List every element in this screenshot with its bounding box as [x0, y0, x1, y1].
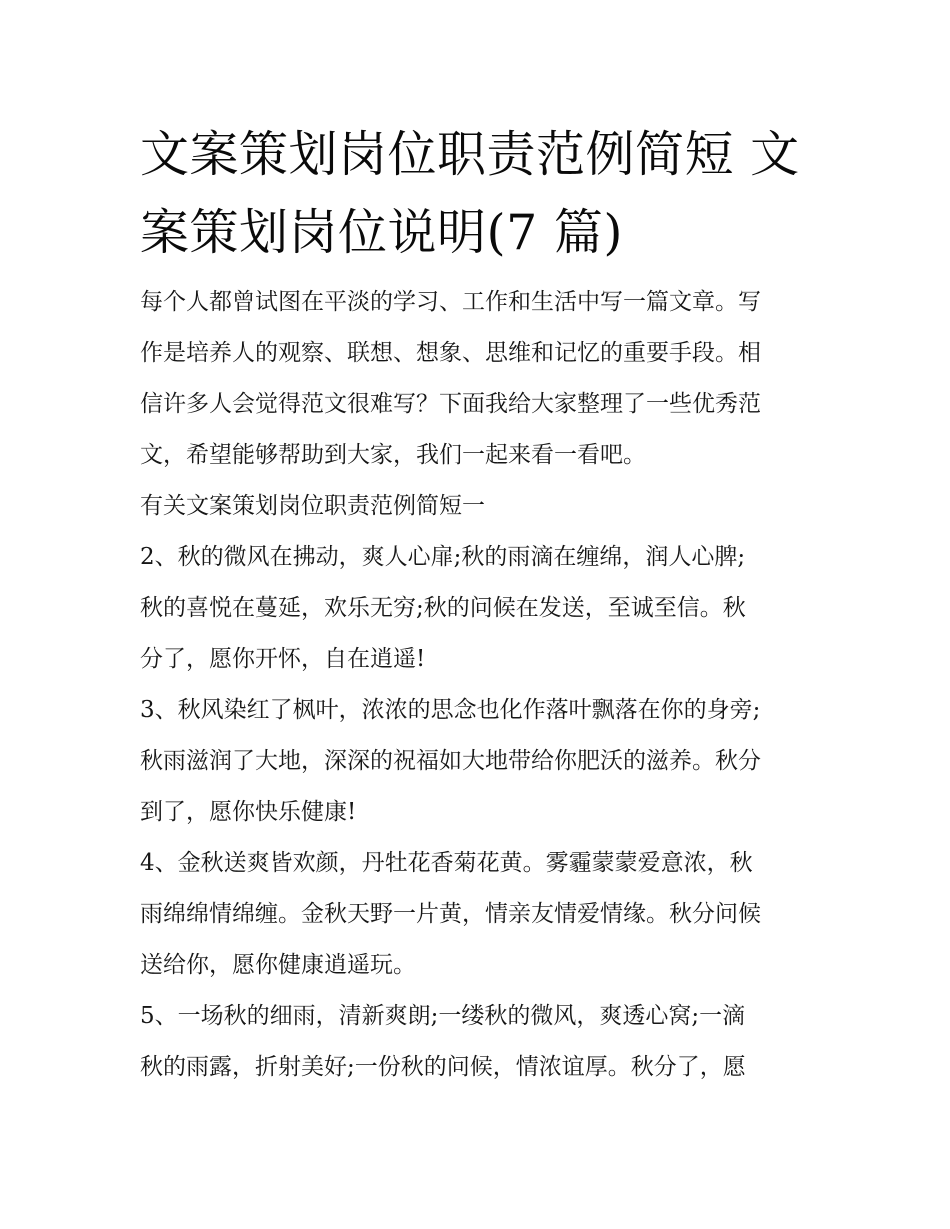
document-body [140, 277, 820, 1093]
item-3-line: 秋雨滋润了大地，深深的祝福如大地带给你肥沃的滋养。秋分 [140, 748, 761, 774]
title-line: 文案策划岗位职责范例简短 文 [140, 126, 800, 183]
intro-line: 作是培养人的观察、联想、想象、思维和记忆的重要手段。相 [140, 340, 761, 366]
item-4-line: 雨绵绵情绵缠。金秋天野一片黄，情亲友情爱情缘。秋分问候 [140, 901, 761, 927]
item-4-line: 送给你，愿你健康逍遥玩。 [140, 952, 416, 978]
section-heading: 有关文案策划岗位职责范例简短一 [140, 493, 485, 519]
item-2-line: 秋的喜悦在蔓延，欢乐无穷;秋的问候在发送，至诚至信。秋 [140, 595, 746, 621]
item-5-line: 秋的雨露，折射美好;一份秋的问候，情浓谊厚。秋分了，愿 [140, 1054, 746, 1080]
intro-line: 每个人都曾试图在平淡的学习、工作和生活中写一篇文章。写 [140, 289, 761, 315]
item-3-line: 3、秋风染红了枫叶，浓浓的思念也化作落叶飘落在你的身旁; [140, 697, 761, 723]
intro-line: 信许多人会觉得范文很难写？下面我给大家整理了一些优秀范 [140, 391, 761, 417]
item-4-line: 4、金秋送爽皆欢颜，丹牡花香菊花黄。雾霾蒙蒙爱意浓，秋 [140, 850, 753, 876]
intro-line: 文，希望能够帮助到大家，我们一起来看一看吧。 [140, 442, 646, 468]
item-5-line: 5、一场秋的细雨，清新爽朗;一缕秋的微风，爽透心窝;一滴 [140, 1003, 746, 1029]
item-2-line: 分了，愿你开怀，自在逍遥! [140, 646, 426, 672]
item-2-line: 2、秋的微风在拂动，爽人心扉;秋的雨滴在缠绵，润人心脾; [140, 544, 746, 570]
item-3-line: 到了，愿你快乐健康! [140, 799, 357, 825]
document-title [140, 116, 820, 272]
title-line: 案策划岗位说明(7 篇) [140, 204, 623, 261]
